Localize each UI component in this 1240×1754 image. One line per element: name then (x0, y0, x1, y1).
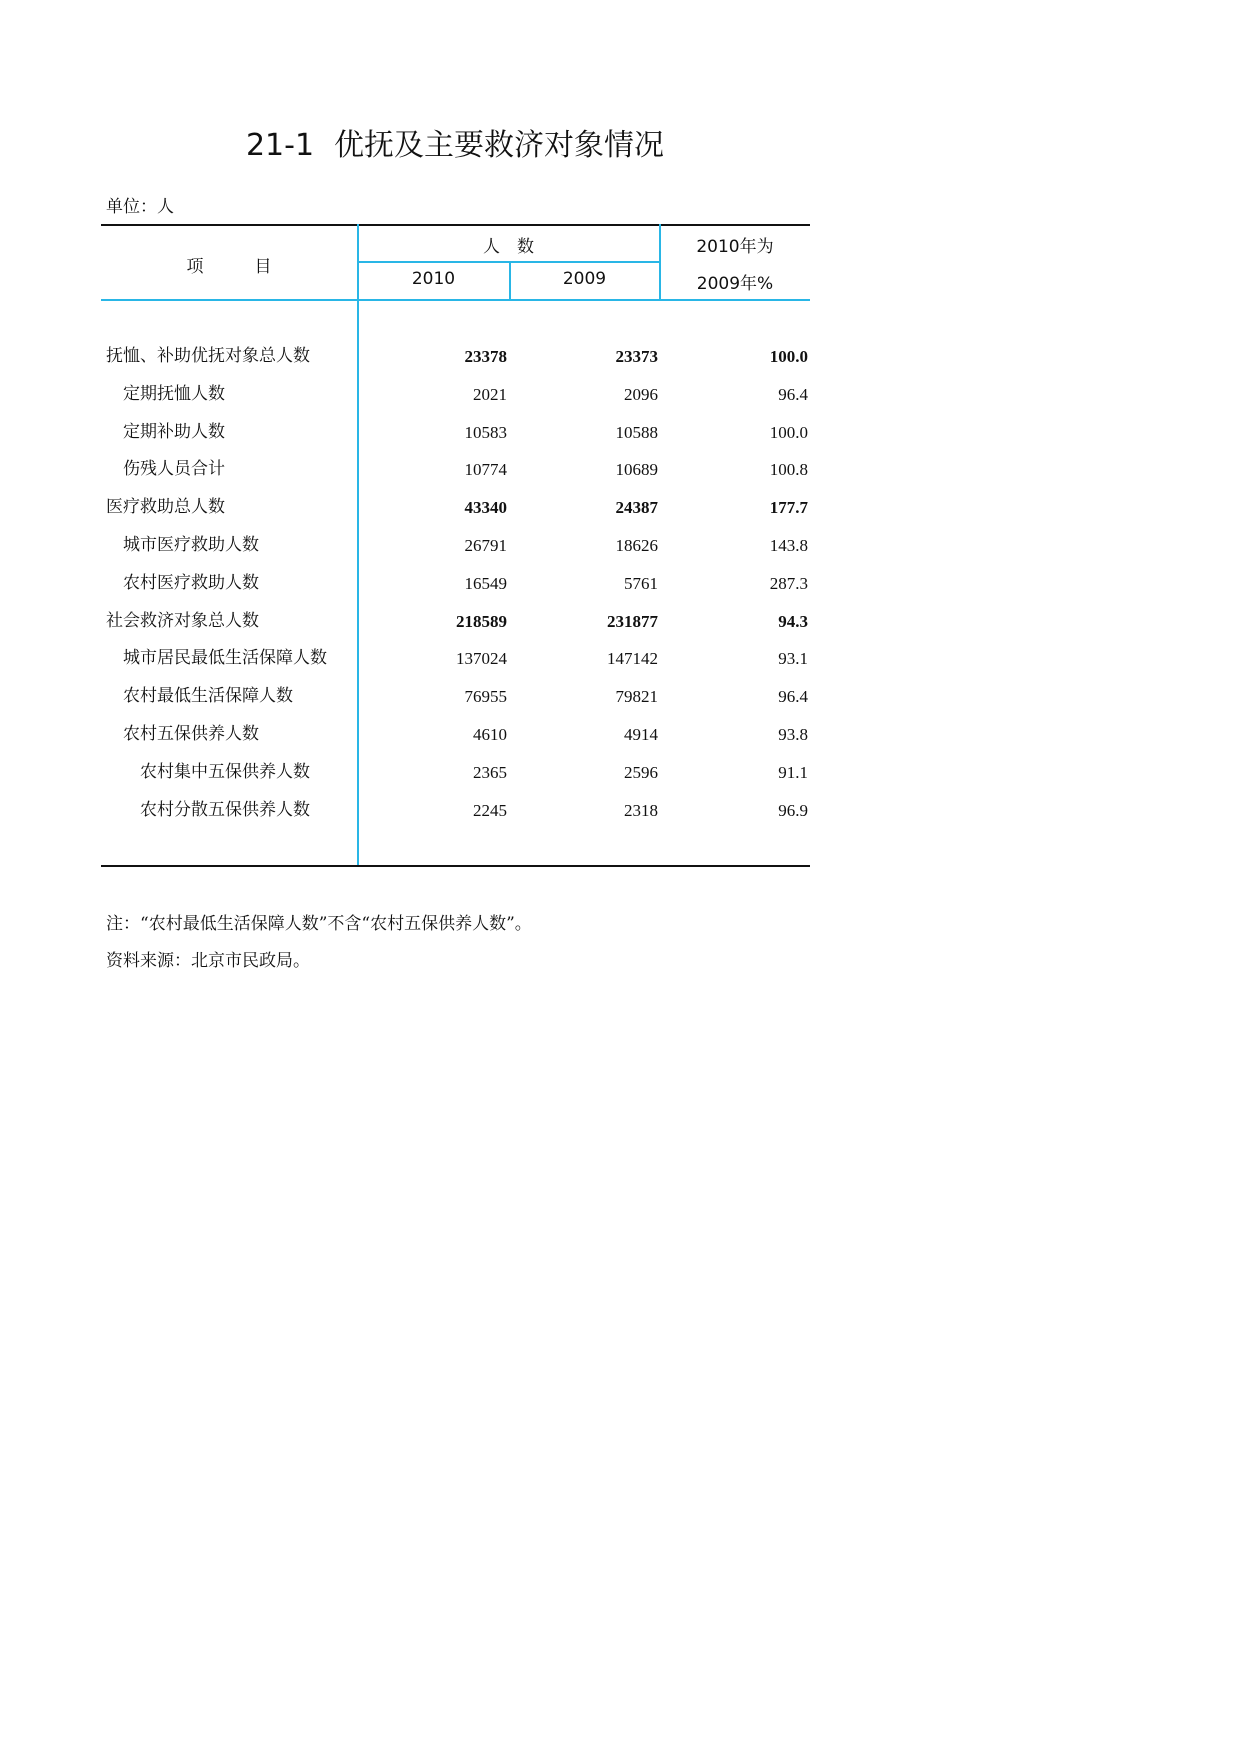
value-2009: 10588 (615, 422, 658, 442)
table-row (0, 414, 910, 452)
table-row (0, 565, 910, 603)
source-note: 资料来源：北京市民政局。 (106, 951, 310, 971)
table-row (0, 640, 910, 678)
page-title (0, 120, 910, 164)
value-2010: 10774 (464, 460, 507, 480)
header-year-2010: 2010 (411, 269, 456, 289)
value-ratio: 100.0 (769, 422, 808, 442)
value-2010: 2365 (473, 762, 507, 782)
value-2010: 43340 (464, 498, 507, 518)
row-label: 城市居民最低生活保障人数 (123, 648, 327, 669)
table-row (0, 451, 910, 489)
value-2009: 10689 (615, 460, 658, 480)
value-2009: 2318 (624, 800, 658, 820)
row-label: 城市医疗救助人数 (123, 534, 259, 555)
value-2010: 2021 (473, 384, 507, 404)
row-label: 定期抚恤人数 (123, 383, 225, 404)
unit-label: 单位：人 (106, 197, 174, 217)
row-label: 定期补助人数 (123, 421, 225, 442)
row-label: 农村集中五保供养人数 (140, 761, 310, 782)
value-2009: 2096 (624, 384, 658, 404)
value-ratio: 143.8 (769, 535, 808, 555)
value-ratio: 96.4 (778, 384, 808, 404)
table-row (0, 338, 910, 376)
table-row (0, 754, 910, 792)
row-label: 农村最低生活保障人数 (123, 686, 293, 707)
row-label: 伤残人员合计 (123, 459, 225, 480)
value-2009: 24387 (615, 498, 658, 518)
table-top-rule (101, 224, 810, 226)
value-ratio: 96.9 (778, 800, 808, 820)
row-label: 医疗救助总人数 (106, 497, 225, 518)
row-label: 农村分散五保供养人数 (140, 799, 310, 820)
table-row (0, 527, 910, 565)
value-2010: 218589 (456, 611, 507, 631)
value-ratio: 177.7 (769, 498, 808, 518)
row-label: 社会救济对象总人数 (106, 610, 259, 631)
table-bottom-rule (101, 865, 810, 867)
table-row (0, 678, 910, 716)
value-ratio: 93.1 (778, 649, 808, 669)
value-ratio: 96.4 (778, 687, 808, 707)
row-label: 农村五保供养人数 (123, 723, 259, 744)
value-ratio: 93.8 (778, 724, 808, 744)
value-2009: 23373 (615, 347, 658, 366)
header-bottom-rule (101, 299, 810, 301)
header-item: 项 目 (186, 257, 272, 277)
value-2010: 2245 (473, 800, 507, 820)
table-row (0, 489, 910, 527)
footnote: 注：“农村最低生活保障人数”不含“农村五保供养人数”。 (106, 914, 532, 934)
row-label: 农村医疗救助人数 (123, 572, 259, 593)
value-2010: 10583 (464, 422, 507, 442)
value-2009: 18626 (615, 535, 658, 555)
table-number: 21-1 (245, 128, 315, 163)
value-2009: 2596 (624, 762, 658, 782)
value-2010: 76955 (464, 687, 507, 707)
table-title-text: 优抚及主要救济对象情况 (334, 128, 665, 163)
header-ratio-line2: 2009年% (696, 274, 774, 294)
value-ratio: 94.3 (778, 611, 808, 631)
value-2010: 26791 (464, 535, 507, 555)
header-year-2009: 2009 (562, 269, 607, 289)
row-label: 抚恤、补助优抚对象总人数 (106, 346, 310, 366)
value-2010: 16549 (464, 573, 507, 593)
table-row (0, 792, 910, 830)
table-row (0, 603, 910, 641)
table-row (0, 376, 910, 414)
table-body (0, 338, 910, 829)
header-count-group: 人 数 (483, 237, 534, 257)
value-ratio: 100.0 (769, 347, 808, 366)
value-ratio: 287.3 (769, 573, 808, 593)
value-ratio: 100.8 (769, 460, 808, 480)
value-2010: 4610 (473, 724, 507, 744)
value-2009: 4914 (624, 724, 658, 744)
value-2010: 23378 (464, 347, 507, 366)
value-2009: 5761 (624, 573, 658, 593)
value-2009: 79821 (615, 687, 658, 707)
value-2009: 231877 (607, 611, 658, 631)
table-row (0, 716, 910, 754)
header-ratio-line1: 2010年为 (696, 237, 774, 257)
value-ratio: 91.1 (778, 762, 808, 782)
value-2009: 147142 (607, 649, 658, 669)
value-2010: 137024 (456, 649, 507, 669)
